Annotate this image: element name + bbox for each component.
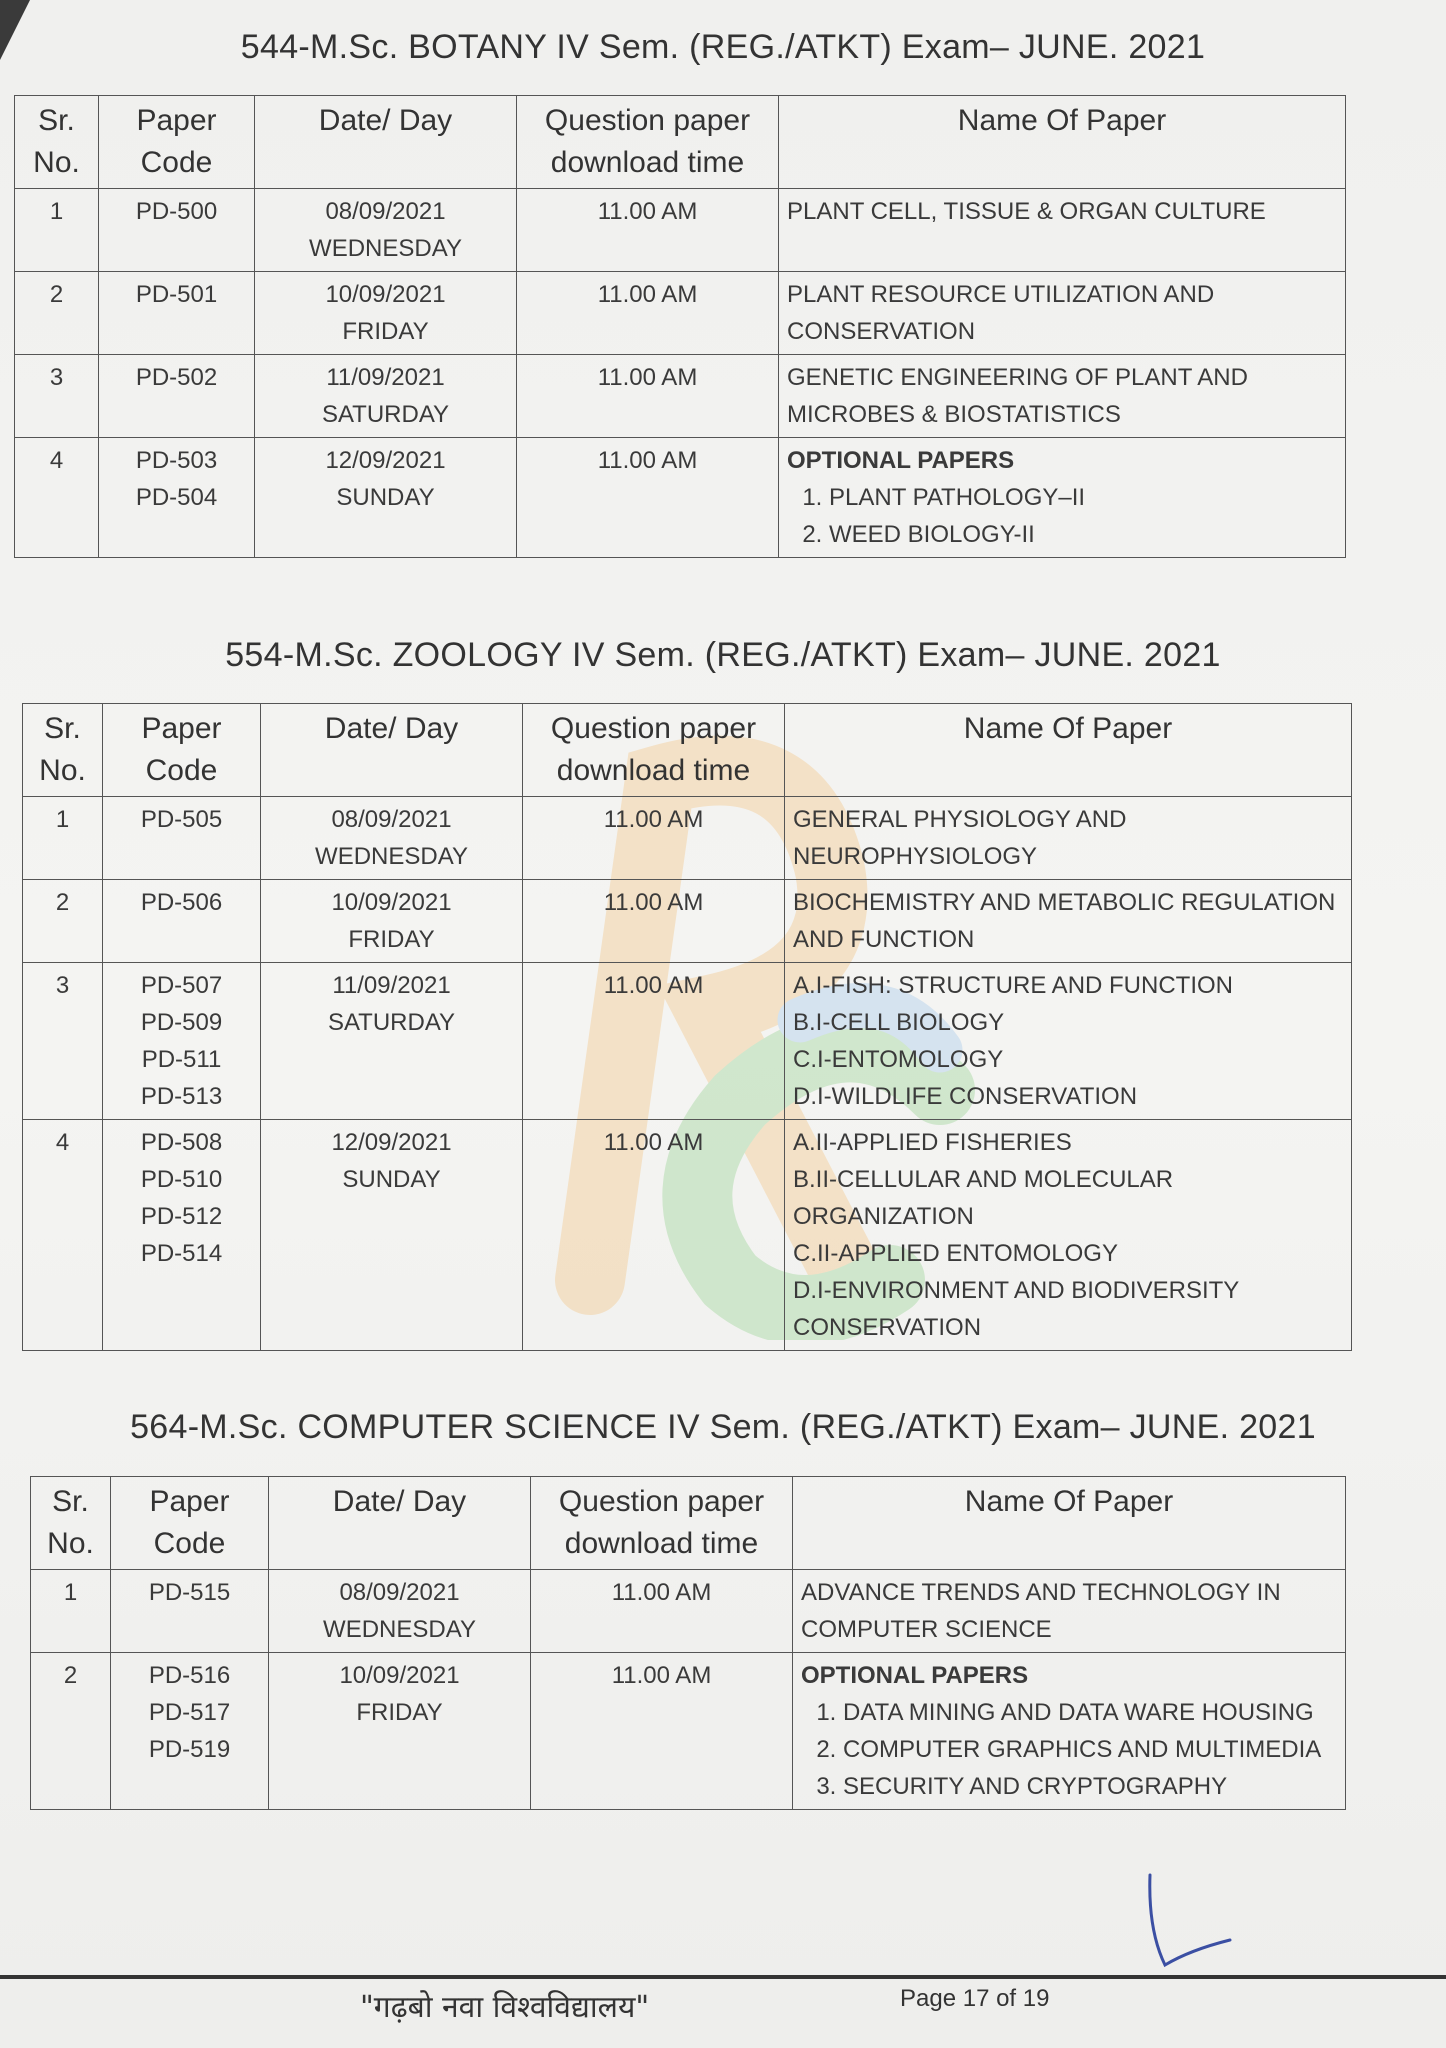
date-day-cell [261,797,523,880]
exam-day: SUNDAY [336,484,435,511]
header-time: Question paper download time [531,1477,793,1570]
paper-code: PD-511 [141,1046,222,1073]
exam-day: SATURDAY [321,401,450,428]
date-day-cell [255,189,517,272]
paper-code: PD-509 [140,1009,223,1036]
optional-papers-list [787,479,1337,553]
table-header-row [23,704,1352,797]
paper-code: PD-510 [140,1166,223,1193]
date-day-cell [255,438,517,558]
paper-option-line: C.I-ENTOMOLOGY [793,1046,1004,1073]
paper-code: PD-504 [135,484,218,511]
download-time-cell: 11.00 AM [517,189,779,272]
exam-date: 08/09/2021 [331,806,452,833]
zoology-rows [23,797,1352,1351]
optional-paper-item: 3. SECURITY AND CRYPTOGRAPHY [843,1768,1337,1805]
paper-name: PLANT CELL, TISSUE & ORGAN CULTURE [787,198,1266,225]
header-name: Name Of Paper [779,96,1346,189]
paper-name: PLANT RESOURCE UTILIZATION AND CONSERVATION [787,281,1215,345]
date-day-cell [261,880,523,963]
paper-code-cell [103,963,261,1120]
paper-code: PD-503 [135,447,218,474]
paper-option-line: B.I-CELL BIOLOGY [793,1009,1005,1036]
paper-option-line: B.II-CELLULAR AND MOLECULAR ORGANIZATION [793,1166,1174,1230]
header-code: Paper Code [103,704,261,797]
header-name: Name Of Paper [785,704,1352,797]
paper-name: GENETIC ENGINEERING OF PLANT AND MICROBES & BIOSTATISTICS [787,364,1248,428]
optional-papers-heading: OPTIONAL PAPERS [787,447,1015,474]
download-time-cell: 11.00 AM [531,1653,793,1810]
download-time-cell: 11.00 AM [517,355,779,438]
download-time-cell: 11.00 AM [523,1120,785,1351]
paper-name-cell [785,797,1352,880]
paper-code: PD-506 [140,889,223,916]
serial-number-cell: 4 [23,1120,103,1351]
date-day-cell [269,1570,531,1653]
optional-papers-list [801,1694,1337,1805]
serial-number-cell: 1 [23,797,103,880]
paper-name: GENERAL PHYSIOLOGY AND NEUROPHYSIOLOGY [793,806,1127,870]
paper-code: PD-514 [140,1240,223,1267]
paper-name-cell [779,272,1346,355]
header-sr: Sr. No. [15,96,99,189]
exam-date: 11/09/2021 [332,972,451,999]
cs-title: 564-M.Sc. COMPUTER SCIENCE IV Sem. (REG./ATKT) Exam– JUNE. 2021 [130,1408,1316,1446]
table-header-row [31,1477,1346,1570]
exam-day: WEDNESDAY [315,843,468,870]
signature-mark [1130,1870,1240,1980]
exam-day: SATURDAY [327,1009,456,1036]
header-date: Date/ Day [255,96,517,189]
paper-code: PD-507 [140,972,223,999]
cs-table [30,1476,1346,1810]
optional-paper-item: 1. DATA MINING AND DATA WARE HOUSING [843,1694,1337,1731]
paper-name-cell [785,1120,1352,1351]
table-row [15,189,1346,272]
serial-number-cell: 2 [15,272,99,355]
serial-number-cell: 1 [31,1570,111,1653]
table-header-row [15,96,1346,189]
paper-option-line: A.I-FISH: STRUCTURE AND FUNCTION [793,972,1234,999]
botany-rows [15,189,1346,558]
header-time: Question paper download time [523,704,785,797]
exam-date: 12/09/2021 [331,1129,452,1156]
footer-page-number: Page 17 of 19 [900,1985,1050,2012]
header-code: Paper Code [99,96,255,189]
table-row [15,355,1346,438]
table-row [15,272,1346,355]
footer-rule [0,1975,1446,1979]
paper-name-cell [779,355,1346,438]
paper-code-cell [111,1570,269,1653]
header-sr: Sr. No. [31,1477,111,1570]
exam-date: 10/09/2021 [325,281,446,308]
paper-name: BIOCHEMISTRY AND METABOLIC REGULATION AND FUNCTION [793,889,1336,953]
paper-code-cell [99,438,255,558]
exam-date: 08/09/2021 [325,198,446,225]
paper-code-cell [111,1653,269,1810]
paper-code: PD-517 [148,1699,231,1726]
exam-date: 10/09/2021 [331,889,452,916]
header-date: Date/ Day [261,704,523,797]
exam-day: FRIDAY [356,1699,443,1726]
paper-code: PD-516 [148,1662,231,1689]
serial-number-cell: 3 [15,355,99,438]
table-row [23,797,1352,880]
date-day-cell [255,355,517,438]
paper-name-cell [793,1570,1346,1653]
exam-day: SUNDAY [342,1166,441,1193]
header-code: Paper Code [111,1477,269,1570]
paper-name-cell [785,963,1352,1120]
optional-papers-heading: OPTIONAL PAPERS [801,1662,1029,1689]
paper-code: PD-515 [148,1579,231,1606]
exam-day: FRIDAY [348,926,435,953]
paper-option-line: D.I-ENVIRONMENT AND BIODIVERSITY CONSERVATION [793,1277,1239,1341]
download-time-cell: 11.00 AM [531,1570,793,1653]
footer-motto: "गढ़बो नवा विश्वविद्यालय" [360,1990,650,2025]
paper-option-line: C.II-APPLIED ENTOMOLOGY [793,1240,1118,1267]
table-row [15,438,1346,558]
botany-table [14,95,1346,558]
optional-paper-item: 2. COMPUTER GRAPHICS AND MULTIMEDIA [843,1731,1337,1768]
date-day-cell [261,1120,523,1351]
date-day-cell [255,272,517,355]
paper-option-line: D.I-WILDLIFE CONSERVATION [793,1083,1138,1110]
table-row [31,1653,1346,1810]
download-time-cell: 11.00 AM [523,880,785,963]
paper-name: ADVANCE TRENDS AND TECHNOLOGY IN COMPUTER SCIENCE [801,1579,1281,1643]
exam-date: 08/09/2021 [339,1579,460,1606]
download-time-cell: 11.00 AM [523,797,785,880]
botany-title: 544-M.Sc. BOTANY IV Sem. (REG./ATKT) Exam– JUNE. 2021 [240,28,1206,66]
paper-code-cell [103,797,261,880]
paper-code: PD-505 [140,806,223,833]
table-row [23,880,1352,963]
table-row [23,963,1352,1120]
optional-paper-item: 1. PLANT PATHOLOGY–II [829,479,1337,516]
table-row [23,1120,1352,1351]
paper-code: PD-501 [135,281,218,308]
paper-code: PD-502 [135,364,218,391]
zoology-table [22,703,1352,1351]
paper-code: PD-500 [135,198,218,225]
serial-number-cell: 4 [15,438,99,558]
header-time: Question paper download time [517,96,779,189]
zoology-title: 554-M.Sc. ZOOLOGY IV Sem. (REG./ATKT) Exam– JUNE. 2021 [225,636,1221,674]
paper-code: PD-508 [140,1129,223,1156]
download-time-cell: 11.00 AM [517,438,779,558]
paper-code: PD-512 [140,1203,223,1230]
header-sr: Sr. No. [23,704,103,797]
header-date: Date/ Day [269,1477,531,1570]
paper-code-cell [103,1120,261,1351]
exam-day: WEDNESDAY [309,235,462,262]
optional-paper-item: 2. WEED BIOLOGY-II [829,516,1337,553]
date-day-cell [261,963,523,1120]
exam-date: 11/09/2021 [326,364,445,391]
download-time-cell: 11.00 AM [523,963,785,1120]
serial-number-cell: 2 [23,880,103,963]
paper-code-cell [99,355,255,438]
exam-date: 10/09/2021 [339,1662,460,1689]
paper-name-cell [779,189,1346,272]
paper-code-cell [99,272,255,355]
exam-date: 12/09/2021 [325,447,446,474]
paper-code-cell [99,189,255,272]
exam-day: WEDNESDAY [323,1616,476,1643]
table-row [31,1570,1346,1653]
paper-code: PD-519 [148,1736,231,1763]
download-time-cell: 11.00 AM [517,272,779,355]
paper-name-cell [785,880,1352,963]
cs-rows [31,1570,1346,1810]
paper-code-cell [103,880,261,963]
serial-number-cell: 2 [31,1653,111,1810]
paper-option-line: A.II-APPLIED FISHERIES [793,1129,1072,1156]
paper-name-cell [793,1653,1346,1810]
paper-name-cell [779,438,1346,558]
serial-number-cell: 1 [15,189,99,272]
paper-code: PD-513 [140,1083,223,1110]
header-name: Name Of Paper [793,1477,1346,1570]
exam-day: FRIDAY [342,318,429,345]
serial-number-cell: 3 [23,963,103,1120]
date-day-cell [269,1653,531,1810]
